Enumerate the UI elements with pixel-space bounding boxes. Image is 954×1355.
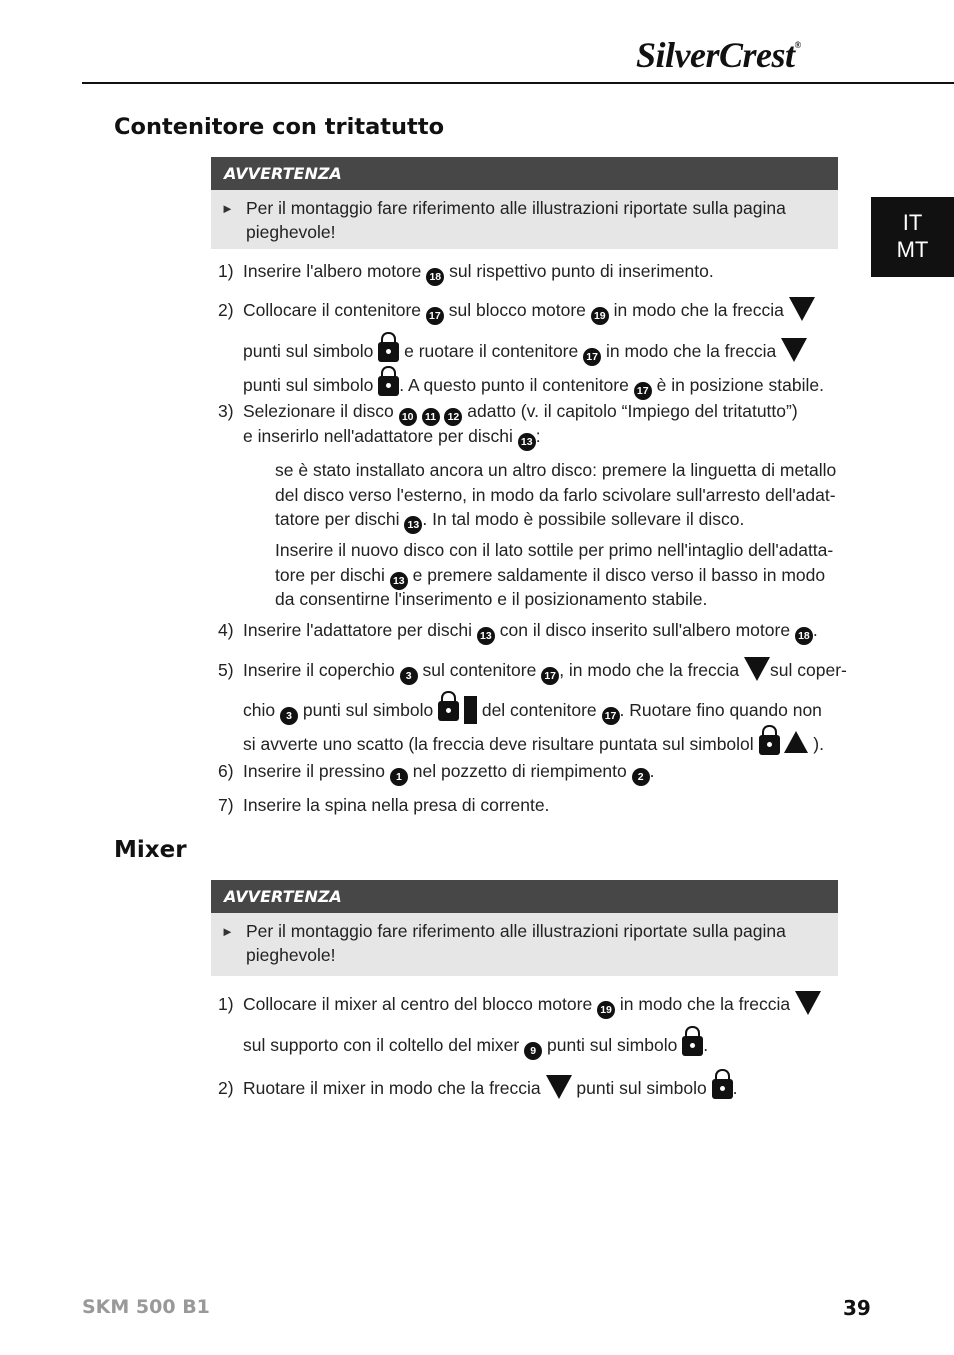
lock-icon (378, 342, 399, 362)
warning-text: ► Per il montaggio fare riferimento alle illustrazioni riportate sulla pagina pieghevole! (221, 921, 786, 965)
warning-heading: AVVERTENZA (211, 157, 838, 190)
ref-badge-13: 13 (390, 572, 408, 590)
substep-2-line-1: Inserire il nuovo disco con il lato sottile per primo nell'intaglio dell'adatta- (275, 540, 834, 560)
substep-2-line-2: tore per dischi 13 e premere saldamente il disco verso il basso in modo (275, 564, 825, 590)
brand-logo: SilverCrest® (636, 35, 801, 75)
section-title-chopper: Contenitore con tritatutto (114, 114, 445, 140)
language-code-mt: MT (896, 237, 929, 262)
step-2: 2) Collocare il contenitore 17 sul blocco motore 19 in modo che la freccia (218, 297, 815, 325)
step-5: 5) Inserire il coperchio 3 sul contenitore 17 , in modo che la freccia sul coper- (218, 657, 847, 685)
step-7: 7) Inserire la spina nella presa di corrente. (218, 795, 550, 815)
ref-badge-17: 17 (602, 707, 620, 725)
ref-badge-9: 9 (524, 1042, 542, 1060)
mixer-step-1-cont: sul supporto con il coltello del mixer 9 punti sul simbolo . (243, 1026, 708, 1060)
warning-box-chopper (211, 157, 838, 249)
ref-badge-1: 1 (390, 768, 408, 786)
lock-icon (759, 735, 780, 755)
step-5-cont: chio 3 punti sul simbolo del contenitore 17 . Ruotare fino quando non (243, 691, 822, 725)
ref-badge-17: 17 (583, 348, 601, 366)
arrow-down-icon (795, 991, 821, 1015)
arrow-down-icon (546, 1075, 572, 1099)
arrow-down-icon (744, 657, 770, 681)
warning-heading: AVVERTENZA (211, 880, 838, 913)
ref-badge-18: 18 (795, 627, 813, 645)
lock-icon (712, 1079, 733, 1099)
ref-badge-2: 2 (632, 768, 650, 786)
section-title-mixer: Mixer (114, 837, 187, 863)
step-1: 1) Inserire l'albero motore 18 sul rispettivo punto di inserimento. (218, 260, 714, 286)
substep-2-line-3: da consentirne l'inserimento e il posizionamento stabile. (275, 589, 708, 609)
arrow-up-icon (784, 731, 808, 753)
ref-badge-10: 10 (399, 408, 417, 426)
ref-badge-11: 11 (422, 408, 440, 426)
step-3: 3) Selezionare il disco 10 11 12 adatto (v. il capitolo “Impiego del tritatutto”) (218, 400, 798, 426)
ref-badge-17: 17 (541, 667, 559, 685)
warning-text: ► Per il montaggio fare riferimento alle illustrazioni riportate sulla pagina pieghevole! (221, 198, 786, 242)
page-number: 39 (843, 1296, 871, 1320)
arrow-down-icon (789, 297, 815, 321)
ref-badge-13: 13 (477, 627, 495, 645)
substep-1-line-2: del disco verso l'esterno, in modo da farlo scivolare sull'arresto dell'adat- (275, 485, 836, 505)
bar-marker-icon (464, 696, 477, 724)
footer-model: SKM 500 B1 (82, 1296, 210, 1318)
ref-badge-13: 13 (404, 516, 422, 534)
step-6: 6) Inserire il pressino 1 nel pozzetto di riempimento 2 . (218, 760, 655, 786)
lock-icon (438, 701, 459, 721)
substep-1-line-3: tatore per dischi 13 . In tal modo è possibile sollevare il disco. (275, 508, 744, 534)
step-2-cont2: punti sul simbolo . A questo punto il contenitore 17 è in posizione stabile. (243, 366, 824, 400)
step-4: 4) Inserire l'adattatore per dischi 13 con il disco inserito sull'albero motore 18 . (218, 619, 818, 645)
pointer-arrow-icon: ► (221, 201, 234, 216)
ref-badge-3: 3 (400, 667, 418, 685)
pointer-arrow-icon: ► (221, 924, 234, 939)
ref-badge-17: 17 (426, 307, 444, 325)
language-code-it: IT (902, 210, 923, 235)
ref-badge-17: 17 (634, 382, 652, 400)
ref-badge-19: 19 (591, 307, 609, 325)
mixer-step-2: 2) Ruotare il mixer in modo che la freccia punti sul simbolo . (218, 1069, 737, 1099)
step-5-cont2: si avverte uno scatto (la freccia deve risultare puntata sul simbolol ). (243, 725, 824, 755)
language-tab (871, 197, 954, 277)
arrow-down-icon (781, 338, 807, 362)
mixer-step-1: 1) Collocare il mixer al centro del blocco motore 19 in modo che la freccia (218, 991, 821, 1019)
header-rule (82, 82, 954, 84)
ref-badge-13: 13 (518, 433, 536, 451)
ref-badge-18: 18 (426, 268, 444, 286)
warning-box-mixer (211, 880, 838, 976)
ref-badge-12: 12 (444, 408, 462, 426)
lock-icon (378, 376, 399, 396)
lock-icon (682, 1036, 703, 1056)
ref-badge-19: 19 (597, 1001, 615, 1019)
ref-badge-3: 3 (280, 707, 298, 725)
step-2-cont: punti sul simbolo e ruotare il contenitore 17 in modo che la freccia (243, 332, 807, 366)
substep-1-line-1: se è stato installato ancora un altro disco: premere la linguetta di metallo (275, 460, 837, 480)
step-3-cont: e inserirlo nell'adattatore per dischi 13 : (243, 425, 541, 451)
